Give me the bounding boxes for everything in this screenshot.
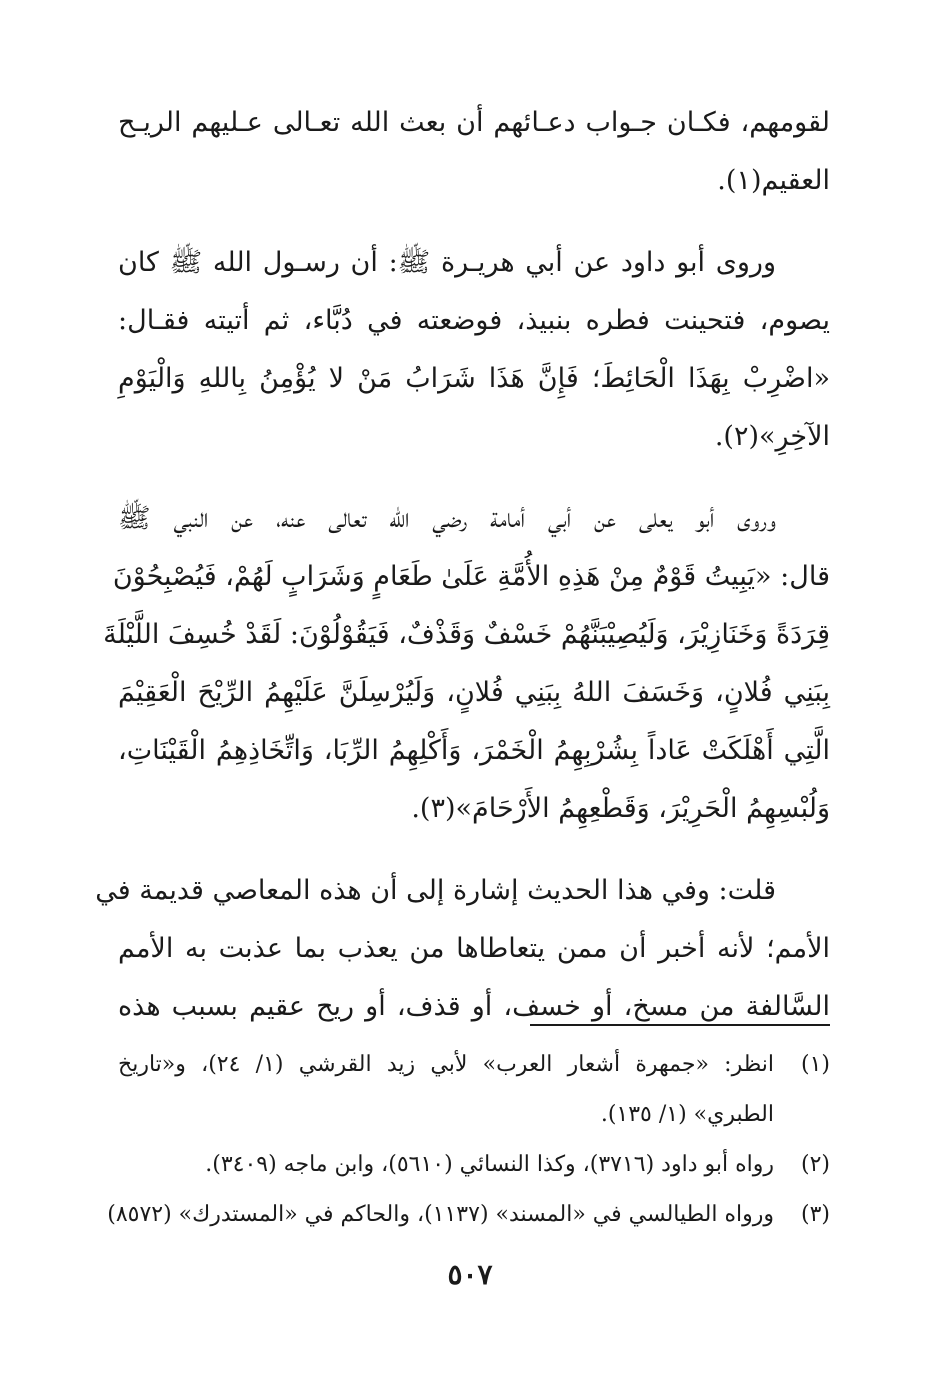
text-line: وروى أبو داود عن أبي هريـرة ﷺ: أن رسـول الله ﷺ كان — [118, 247, 776, 278]
text-line: قال: «يَبِيتُ قَوْمٌ مِنْ هَذِهِ الأُمَّةِ عَلَىٰ طَعَامٍ وَشَرَابٍ لَهُمْ، فَيُصْبِحُوْنَ — [112, 561, 830, 592]
footnote-text: انظر: «جمهرة أشعار العرب» لأبي زيد القرشي (١/ ٢٤)، و«تاريخ — [118, 1052, 774, 1077]
footnote-divider — [530, 1024, 830, 1026]
text-line: وروى أبو يعلى عن أبي أمامة رضي الله تعالى عنه، عن النبي ﷺ — [118, 503, 776, 534]
text-line: الَّتِي أَهْلَكَتْ عَاداً بِشُرْبِهِمُ الْخَمْرَ، وَأَكْلِهِمُ الرِّبَا، وَاتِّخَاذِهِمُ الْقَيْنَاتِ، — [118, 735, 830, 766]
footnote-text: رواه أبو داود (٣٧١٦)، وكذا النسائي (٥٦١٠)، وابن ماجه (٣٤٠٩). — [205, 1152, 774, 1177]
text-line: لقومهم، فكـان جـواب دعـائهم أن بعث الله تعـالى عـليهم الريـح — [118, 107, 830, 138]
footnote-number: (٣) — [800, 1202, 830, 1227]
footnotes — [107, 1040, 830, 1240]
text-line: يصوم، فتحينت فطره بنبيذ، فوضعته في دُبَّاء، ثم أتيته فقـال: — [118, 305, 830, 336]
footnote-line — [107, 1190, 830, 1240]
text-line: وَلُبْسِهِمُ الْحَرِيْرَ، وَقَطْعِهِمُ الأَرْحَامَ»(٣). — [411, 793, 830, 824]
footnote-number: (٢) — [800, 1152, 830, 1177]
text-line: العقيم(١). — [717, 165, 830, 196]
footnote-line: الطبري» (١/ ١٣٥). — [600, 1102, 774, 1127]
main-text — [95, 94, 830, 1036]
footnote-text: ورواه الطيالسي في «المسند» (١١٣٧)، والحاكم في «المستدرك» (٨٥٧٢) — [107, 1202, 774, 1227]
footnote-line — [118, 1040, 830, 1090]
text-line: «اضْرِبْ بِهَذَا الْحَائِطَ؛ فَإِنَّ هَذَا شَرَابُ مَنْ لا يُؤْمِنُ بِاللهِ وَالْيَوْمِ — [118, 363, 830, 394]
footnote-number: (١) — [800, 1052, 830, 1077]
text-line: السَّالفة من مسخ، أو خسف، أو قذف، أو ريح عقيم بسبب هذه — [118, 991, 830, 1022]
text-line: قلت: وفي هذا الحديث إشارة إلى أن هذه المعاصي قديمة في — [95, 875, 776, 906]
page-number: ٥٠٧ — [447, 1258, 493, 1291]
footnote-line — [118, 1140, 830, 1190]
text-line: الأمم؛ لأنه أخبر أن ممن يتعاطاها من يعذب بما عذبت به الأمم — [118, 933, 830, 964]
text-line: بِبَنِي فُلانٍ، وَخَسَفَ اللهُ بِبَنِي فُلانٍ، وَلَيُرْسِلَنَّ عَلَيْهِمُ الرِّيْحَ الْعَقِيْمَ — [118, 677, 830, 708]
text-line: قِرَدَةً وَخَنَازِيْرَ، وَلَيُصِيْبَنَّهُمْ خَسْفٌ وَقَذْفٌ، فَيَقُوْلُوْنَ: لَقَدْ خُسِفَ اللَّيْلَةَ — [103, 619, 830, 650]
text-line: الآخِرِ»(٢). — [714, 421, 830, 452]
